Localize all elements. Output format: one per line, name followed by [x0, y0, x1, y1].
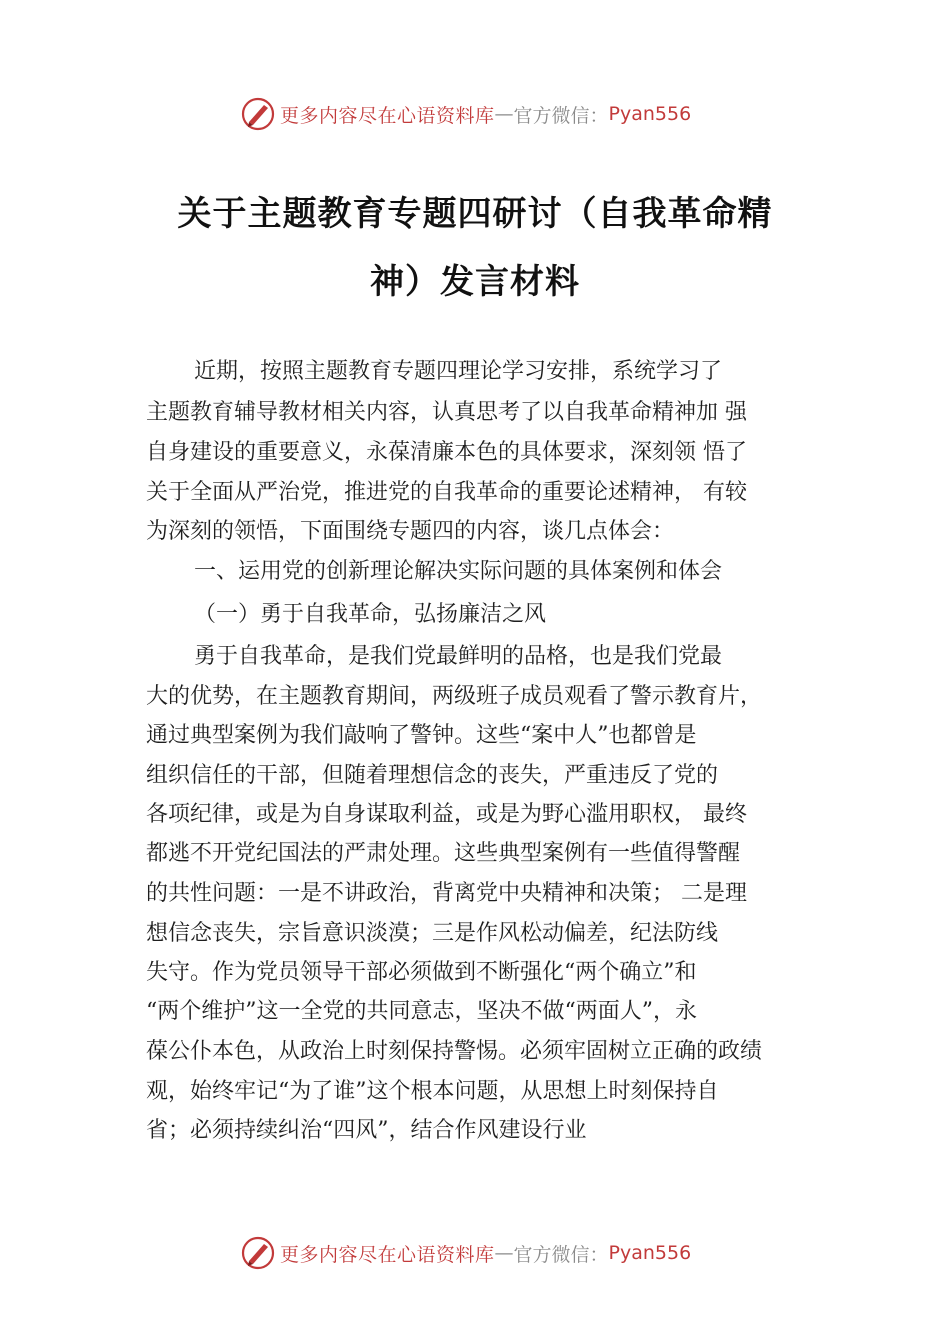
pen-circle-logo-icon	[240, 96, 276, 132]
pen-circle-logo-icon	[240, 1235, 276, 1271]
watermark-separator: —	[494, 103, 514, 125]
body-line: 观，始终牢记“为了谁”这个根本问题，从思想上时刻保持自	[146, 1079, 719, 1104]
watermark-label: 官方微信：	[513, 104, 609, 127]
body-line: 大的优势，在主题教育期间，两级班子成员观看了警示教育片，	[146, 684, 763, 709]
watermark-header	[240, 94, 691, 134]
section-heading: 一、运用党的创新理论解决实际问题的具体案例和体会	[194, 559, 723, 584]
body-line: 想信念丧失，宗旨意识淡漠；三是作风松动偏差，纪法防线	[146, 921, 719, 946]
watermark-wechat-id: Pyan556	[608, 103, 692, 125]
body-line: 为深刻的领悟，下面围绕专题四的内容，谈几点体会：	[146, 519, 675, 544]
body-line: 组织信任的干部，但随着理想信念的丧失，严重违反了党的	[146, 763, 719, 788]
body-line: 都逃不开党纪国法的严肃处理。这些典型案例有一些值得警醒	[146, 841, 741, 866]
watermark-separator: —	[494, 1242, 514, 1264]
body-line: 省；必须持续纠治“四风”，结合作风建设行业	[146, 1118, 587, 1143]
subsection-heading: （一）勇于自我革命，弘扬廉洁之风	[194, 602, 547, 627]
watermark-footer	[240, 1233, 691, 1273]
watermark-label: 官方微信：	[513, 1243, 609, 1266]
body-line: 关于全面从严治党，推进党的自我革命的重要论述精神， 有较	[146, 480, 747, 505]
body-line: 葆公仆本色，从政治上时刻保持警惕。必须牢固树立正确的政绩	[146, 1039, 763, 1064]
document-title-line-1: 关于主题教育专题四研讨（自我革命精	[177, 194, 773, 234]
body-line: 勇于自我革命，是我们党最鲜明的品格，也是我们党最	[194, 644, 723, 669]
body-line: “两个维护”这一全党的共同意志，坚决不做“两面人”，永	[146, 999, 697, 1024]
body-line: 的共性问题：一是不讲政治，背离党中央精神和决策； 二是理	[146, 881, 747, 906]
body-line: 失守。作为党员领导干部必须做到不断强化“两个确立”和	[146, 960, 697, 985]
body-line: 通过典型案例为我们敲响了警钟。这些“案中人”也都曾是	[146, 723, 697, 748]
body-line: 自身建设的重要意义，永葆清廉本色的具体要求，深刻领 悟了	[146, 440, 747, 465]
body-line: 主题教育辅导教材相关内容，认真思考了以自我革命精神加 强	[146, 400, 747, 425]
watermark-brand: 更多内容尽在心语资料库	[280, 104, 495, 127]
document-title-line-2: 神）发言材料	[370, 262, 580, 302]
body-line: 各项纪律，或是为自身谋取利益，或是为野心滥用职权， 最终	[146, 802, 747, 827]
watermark-brand: 更多内容尽在心语资料库	[280, 1243, 495, 1266]
watermark-wechat-id: Pyan556	[608, 1242, 692, 1264]
body-line: 近期，按照主题教育专题四理论学习安排，系统学习了	[194, 359, 723, 384]
